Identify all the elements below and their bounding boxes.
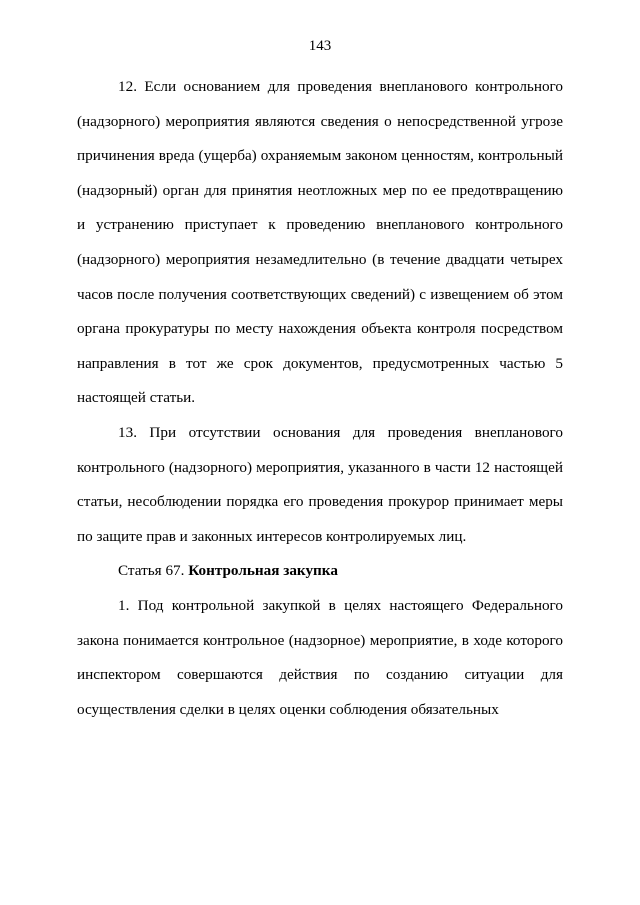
paragraph-13: 13. При отсутствии основания для проведения внепланового контрольного (надзорного) мероприятия, указанного в части 12 настоящей статьи, несоблюдении порядка его проведения прокурор принимает меры по защите прав и законных интересов контролируемых лиц. bbox=[77, 423, 563, 545]
page-number: 143 bbox=[308, 38, 332, 54]
paragraph-12: 12. Если основанием для проведения внепланового контрольного (надзорного) мероприятия являются сведения о непосредственной угрозе причинения вреда (ущерба) охраняемым законом ценностям, контрольный (надзорный) орган для принятия неотложных мер по ее предотвращению и устранению приступает к проведению внепланового контрольного (надзорного) мероприятия незамедлительно (в течение двадцати четырех часов после получения соответствующих сведений) с извещением об этом органа прокуратуры по месту нахождения объекта контроля посредством направления в тот же срок документов, предусмотренных частью 5 настоящей статьи. bbox=[77, 78, 563, 407]
article-title: Контрольная закупка bbox=[188, 562, 338, 580]
article-paragraph-1: 1. Под контрольной закупкой в целях настоящего Федерального закона понимается контрольное (надзорное) мероприятие, в ходе которого инспектором совершаются действия по созданию ситуации для осуществления сделки в целях оценки соблюдения обязательных bbox=[77, 596, 563, 718]
document-body bbox=[77, 70, 563, 727]
article-heading bbox=[77, 554, 563, 589]
article-number: Статья 67. bbox=[118, 562, 189, 580]
